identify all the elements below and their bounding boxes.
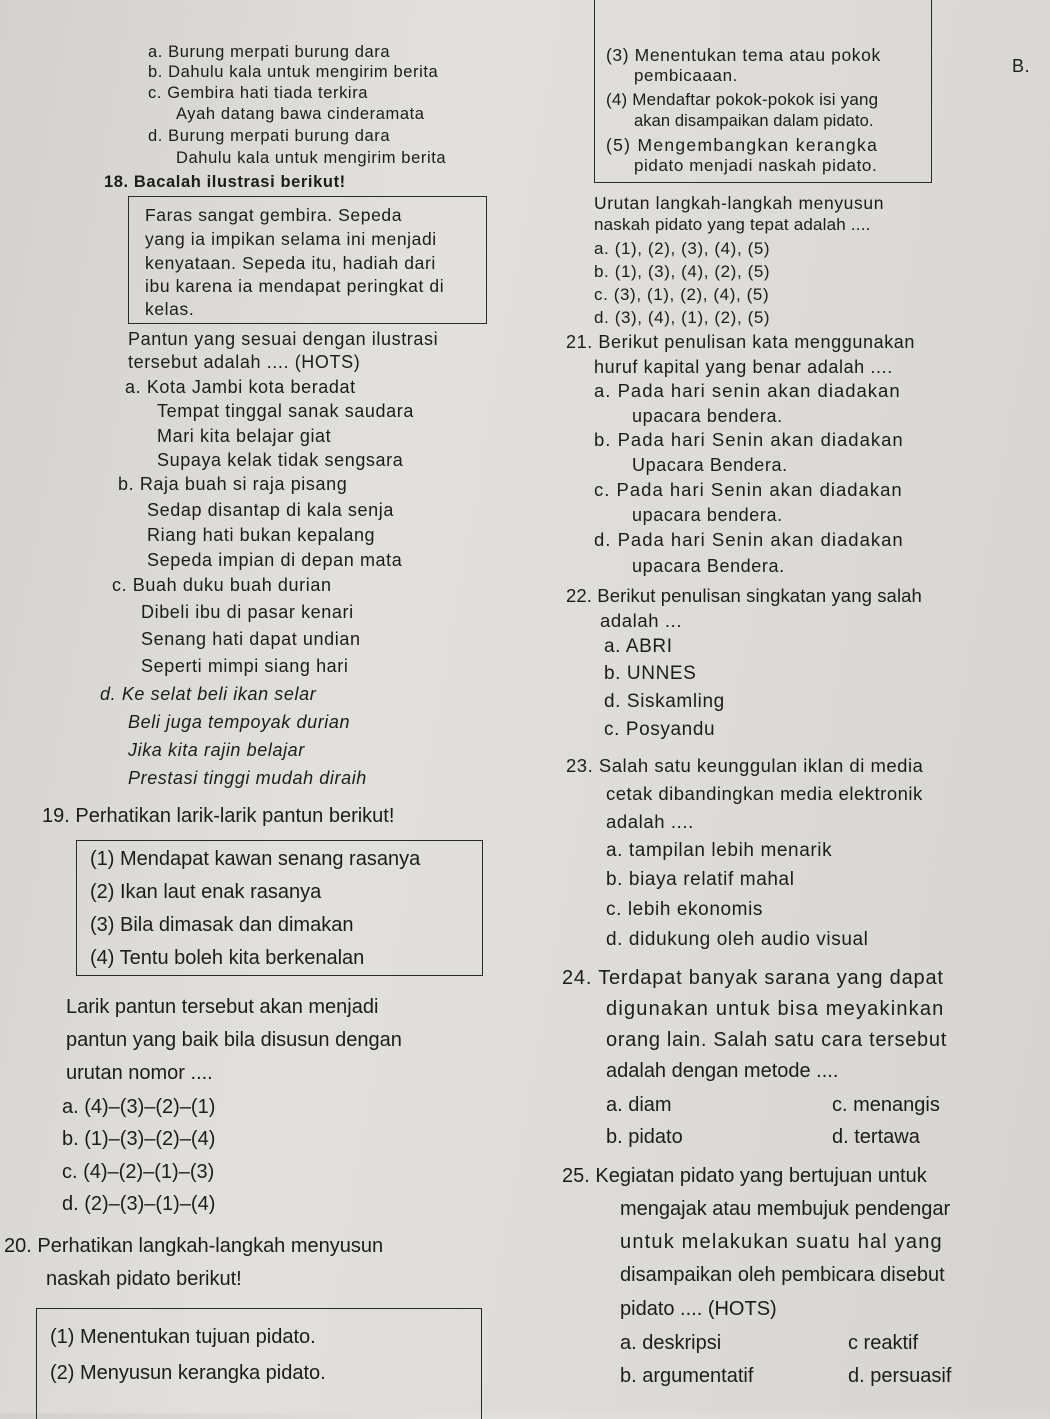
q18-option-a-line: Tempat tinggal sanak saudara [157,401,414,421]
q21-option-b-line2: Upacara Bendera. [632,455,788,475]
q25-stem-line4: disampaikan oleh pembicara disebut [620,1264,945,1286]
q20-question-line2: naskah pidato yang tepat adalah .... [594,215,871,234]
q17-option-b: b. Dahulu kala untuk mengirim berita [148,63,439,81]
q25-stem: 25. Kegiatan pidato yang bertujuan untuk [562,1165,927,1187]
q20-question: Urutan langkah-langkah menyusun [594,193,885,213]
q21-option-a-line2: upacara bendera. [632,406,783,426]
q18-option-d: d. Ke selat beli ikan selar [100,684,317,704]
q18-option-c: c. Buah duku buah durian [112,575,332,595]
q18-option-a-line: Supaya kelak tidak sengsara [157,450,404,470]
q20-step-4: (4) Mendaftar pokok-pokok isi yang [606,90,879,109]
q21-option-c-line2: upacara bendera. [632,505,783,525]
q20-stem-line2: naskah pidato berikut! [46,1268,242,1290]
q18-option-a: a. Kota Jambi kota beradat [125,377,356,397]
q20-step-5: (5) Mengembangkan kerangka [606,135,879,155]
q18-question-text: tersebut adalah .... (HOTS) [128,352,361,372]
q18-illustration-line: ibu karena ia mendapat peringkat di [145,276,445,296]
q18-option-a-line: Mari kita belajar giat [157,426,332,446]
q24-stem: 24. Terdapat banyak sarana yang dapat [562,967,944,989]
q20-step: (2) Menyusun kerangka pidato. [50,1362,326,1384]
q21-option-d: d. Pada hari Senin akan diadakan [594,529,904,550]
q18-option-b: b. Raja buah si raja pisang [118,474,348,494]
q17-option-a: a. Burung merpati burung dara [148,43,391,61]
q24-stem-line4: adalah dengan metode .... [606,1060,839,1082]
q24-option-b: b. pidato [606,1126,683,1148]
q21-option-d-line2: upacara Bendera. [632,556,785,576]
q20-option-c: c. (3), (1), (2), (4), (5) [594,285,770,304]
q17-option-c-line2: Ayah datang bawa cinderamata [176,105,425,123]
q19-option-c: c. (4)–(2)–(1)–(3) [62,1161,215,1183]
q24-stem-line2: digunakan untuk bisa meyakinkan [606,998,945,1020]
q25-stem-line5: pidato .... (HOTS) [620,1298,777,1320]
q18-option-c-line: Senang hati dapat undian [141,629,361,649]
q18-option-d-line: Beli juga tempoyak durian [128,712,351,732]
q20-step-5-line2: pidato menjadi naskah pidato. [634,156,878,175]
q18-stem: 18. Bacalah ilustrasi berikut! [104,173,346,191]
q20-option-a: a. (1), (2), (3), (4), (5) [594,239,771,258]
q18-option-d-line: Jika kita rajin belajar [128,740,305,760]
q21-stem-line2: huruf kapital yang benar adalah .... [594,357,893,377]
q19-line: (3) Bila dimasak dan dimakan [90,914,354,936]
q20-stem: 20. Perhatikan langkah-langkah menyusun [4,1235,384,1257]
q20-option-b: b. (1), (3), (4), (2), (5) [594,262,771,281]
q25-stem-line2: mengajak atau membujuk pendengar [620,1198,951,1220]
q25-option-b: b. argumentatif [620,1365,754,1387]
q19-question-line2: pantun yang baik bila disusun dengan [66,1029,402,1051]
q19-option-a: a. (4)–(3)–(2)–(1) [62,1096,216,1118]
q21-option-b: b. Pada hari Senin akan diadakan [594,429,904,450]
q22-option-c: c. Posyandu [604,719,716,740]
q18-question-line2 [128,352,360,372]
q24-option-a: a. diam [606,1094,672,1116]
q20-step-3: (3) Menentukan tema atau pokok [606,45,881,65]
q18-illustration-line: kelas. [145,299,195,319]
q23-option-a: a. tampilan lebih menarik [606,840,833,861]
q21-option-c: c. Pada hari Senin akan diadakan [594,479,903,500]
q20-step-3-line2: pembicaaan. [634,66,738,85]
q25-stem-line3: untuk melakukan suatu hal yang [620,1231,943,1253]
q20-step: (1) Menentukan tujuan pidato. [50,1326,316,1348]
q23-stem: 23. Salah satu keunggulan iklan di media [566,755,924,776]
q25-option-a: a. deskripsi [620,1332,722,1354]
q17-option-c: c. Gembira hati tiada terkira [148,84,369,102]
q22-stem: 22. Berikut penulisan singkatan yang salah [566,585,922,606]
q23-stem-line2: cetak dibandingkan media elektronik [606,783,923,804]
q25-option-c: c reaktif [848,1332,919,1354]
q24-option-c: c. menangis [832,1094,940,1116]
q17-option-d-line2: Dahulu kala untuk mengirim berita [176,149,447,167]
q19-line: (1) Mendapat kawan senang rasanya [90,848,421,870]
q24-stem-line3: orang lain. Salah satu cara tersebut [606,1029,947,1051]
q18-option-c-line: Seperti mimpi siang hari [141,656,349,676]
q20-step-4-line2: akan disampaikan dalam pidato. [634,112,874,130]
q18-illustration-line: yang ia impikan selama ini menjadi [145,229,437,249]
q23-option-b: b. biaya relatif mahal [606,869,795,890]
q19-line: (4) Tentu boleh kita berkenalan [90,947,365,969]
q24-option-d: d. tertawa [832,1126,920,1148]
q18-option-b-line: Sedap disantap di kala senja [147,500,394,520]
q19-question: Larik pantun tersebut akan menjadi [66,996,379,1018]
section-label: B. [1012,56,1031,76]
q19-option-b: b. (1)–(3)–(2)–(4) [62,1128,216,1150]
q18-option-c-line: Dibeli ibu di pasar kenari [141,602,354,622]
q21-option-a: a. Pada hari senin akan diadakan [594,380,901,401]
q21-stem: 21. Berikut penulisan kata menggunakan [566,332,916,352]
q18-question: Pantun yang sesuai dengan ilustrasi [128,329,439,349]
q18-illustration-line: Faras sangat gembira. Sepeda [145,205,403,225]
q20-option-d: d. (3), (4), (1), (2), (5) [594,308,771,327]
q22-stem-line2: adalah ... [600,610,683,631]
q18-option-d-line: Prestasi tinggi mudah diraih [128,768,367,788]
q22-option-d: d. Siskamling [604,691,725,712]
q17-option-d: d. Burung merpati burung dara [148,127,391,145]
q18-option-b-line: Sepeda impian di depan mata [147,550,403,570]
q19-option-d: d. (2)–(3)–(1)–(4) [62,1193,216,1215]
q19-question-line3: urutan nomor .... [66,1062,213,1084]
q23-option-d: d. didukung oleh audio visual [606,929,869,950]
q22-option-a: a. ABRI [604,636,673,657]
q18-illustration-line: kenyataan. Sepeda itu, hadiah dari [145,253,436,273]
q23-stem-line3: adalah .... [606,811,694,832]
q22-option-b: b. UNNES [604,663,697,684]
q25-option-d: d. persuasif [848,1365,952,1387]
q19-line: (2) Ikan laut enak rasanya [90,881,322,903]
q18-option-b-line: Riang hati bukan kepalang [147,525,376,545]
q19-stem: 19. Perhatikan larik-larik pantun berikut! [42,805,395,827]
q23-option-c: c. lebih ekonomis [606,899,763,920]
